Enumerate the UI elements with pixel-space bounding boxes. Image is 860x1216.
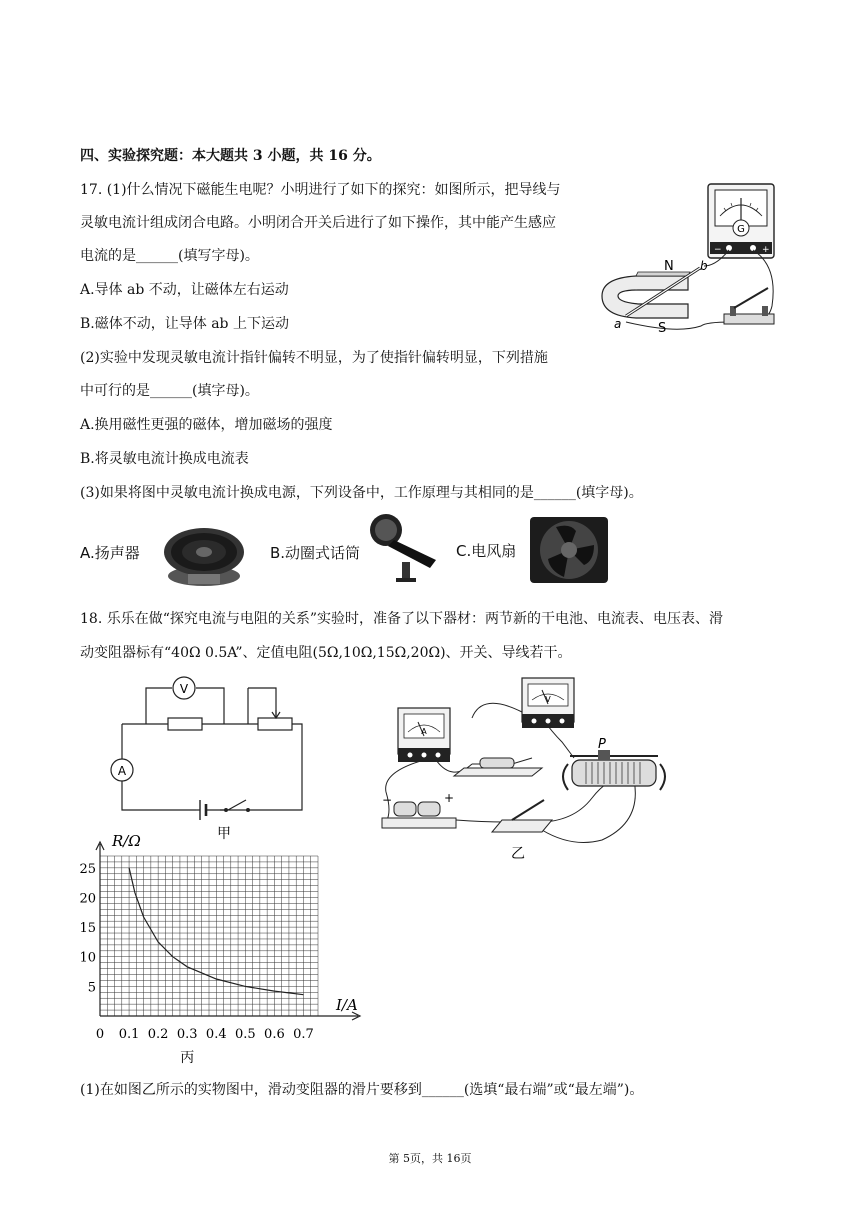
galvanometer-minus: − xyxy=(714,245,722,255)
q17-line-1: 17. (1)什么情况下磁能生电呢？小明进行了如下的探究：如图所示，把导线与 xyxy=(80,182,561,198)
figure-bing-caption: 丙 xyxy=(180,1050,195,1066)
y-axis-label: R/Ω xyxy=(112,832,141,850)
section-title: 四、实验探究题：本大题共 3 小题，共 16 分。 xyxy=(80,148,381,164)
voltmeter-face-label: V xyxy=(545,695,551,704)
y-tick-label: 20 xyxy=(79,891,96,907)
q17-part2-line-1: (2)实验中发现灵敏电流计指针偏转不明显，为了使指针偏转明显，下列措施 xyxy=(80,350,548,366)
circuit-diagram-jia xyxy=(100,674,320,844)
ammeter-face-label: A xyxy=(421,727,427,736)
q17-option-a: A.导体 ab 不动，让磁体左右运动 xyxy=(80,282,289,298)
figure-jia-caption: 甲 xyxy=(217,826,231,842)
loudspeaker-picture xyxy=(158,524,250,590)
q18-line-1: 18. 乐乐在做“探究电流与电阻的关系”实验时，准备了以下器材：两节新的干电池、电流表、电压表、滑 xyxy=(80,611,724,627)
y-tick-label: 5 xyxy=(87,980,96,996)
q17-line-2: 灵敏电流计组成闭合电路。小明闭合开关后进行了如下操作，其中能产生感应 xyxy=(80,215,556,231)
electric-fan-picture xyxy=(526,515,612,585)
q18-part1: (1)在如图乙所示的实物图中，滑动变阻器的滑片要移到______(选填“最右端”或“最左端”)。 xyxy=(80,1082,644,1098)
x-tick-label: 0.3 xyxy=(176,1027,198,1042)
q17-part2-option-a: A.换用磁性更强的磁体，增加磁场的强度 xyxy=(80,417,333,433)
microphone-picture xyxy=(366,512,450,584)
q17-part2-option-b: B.将灵敏电流计换成电流表 xyxy=(80,451,249,467)
x-tick-label: 0 xyxy=(95,1027,105,1042)
magnet-south-label: S xyxy=(658,321,667,336)
graph-axes xyxy=(96,842,360,1020)
y-tick-label: 25 xyxy=(79,861,96,877)
x-tick-label: 0.6 xyxy=(264,1027,285,1042)
q17-part3: (3)如果将图中灵敏电流计换成电源，下列设备中，工作原理与其相同的是______(填字母)。 xyxy=(80,485,643,501)
galvanometer-plus: + xyxy=(762,245,770,255)
figure-yi-caption: 乙 xyxy=(511,846,525,862)
y-tick-label: 15 xyxy=(79,921,96,937)
page-footer: 第 5页，共 16页 xyxy=(388,1152,472,1165)
device-label-a: A.扬声器 xyxy=(80,544,140,562)
galvanometer-label: G xyxy=(737,224,745,235)
x-tick-label: 0.1 xyxy=(118,1027,140,1042)
conductor-end-a: a xyxy=(614,317,622,331)
x-tick-label: 0.7 xyxy=(293,1027,314,1042)
device-label-b: B.动圈式话筒 xyxy=(270,544,361,562)
slider-p-label: P xyxy=(598,737,606,752)
magnet-north-label: N xyxy=(664,259,674,274)
ammeter-symbol-label: A xyxy=(117,764,127,778)
battery-plus-label: + xyxy=(444,791,455,805)
induction-apparatus-figure xyxy=(596,176,786,336)
voltmeter-symbol-label: V xyxy=(179,682,189,696)
x-tick-label: 0.4 xyxy=(205,1027,227,1042)
y-tick-label: 10 xyxy=(79,950,96,966)
q18-line-2: 动变阻器标有“40Ω 0.5A”、定值电阻(5Ω,10Ω,15Ω,20Ω)、开关、导线若干。 xyxy=(80,645,572,661)
x-axis-label: I/A xyxy=(336,996,358,1014)
resistance-current-graph xyxy=(70,830,380,1070)
q17-part2-line-2: 中可行的是______(填字母)。 xyxy=(80,383,259,399)
x-tick-label: 0.2 xyxy=(147,1027,169,1042)
device-label-c: C.电风扇 xyxy=(456,542,517,560)
conductor-end-b: b xyxy=(700,259,708,273)
physical-circuit-yi xyxy=(372,672,672,872)
q17-line-3: 电流的是______(填写字母)。 xyxy=(80,248,259,264)
q17-option-b: B.磁体不动，让导体 ab 上下运动 xyxy=(80,316,289,332)
x-tick-label: 0.5 xyxy=(234,1027,256,1042)
battery-minus-label: − xyxy=(382,793,393,807)
